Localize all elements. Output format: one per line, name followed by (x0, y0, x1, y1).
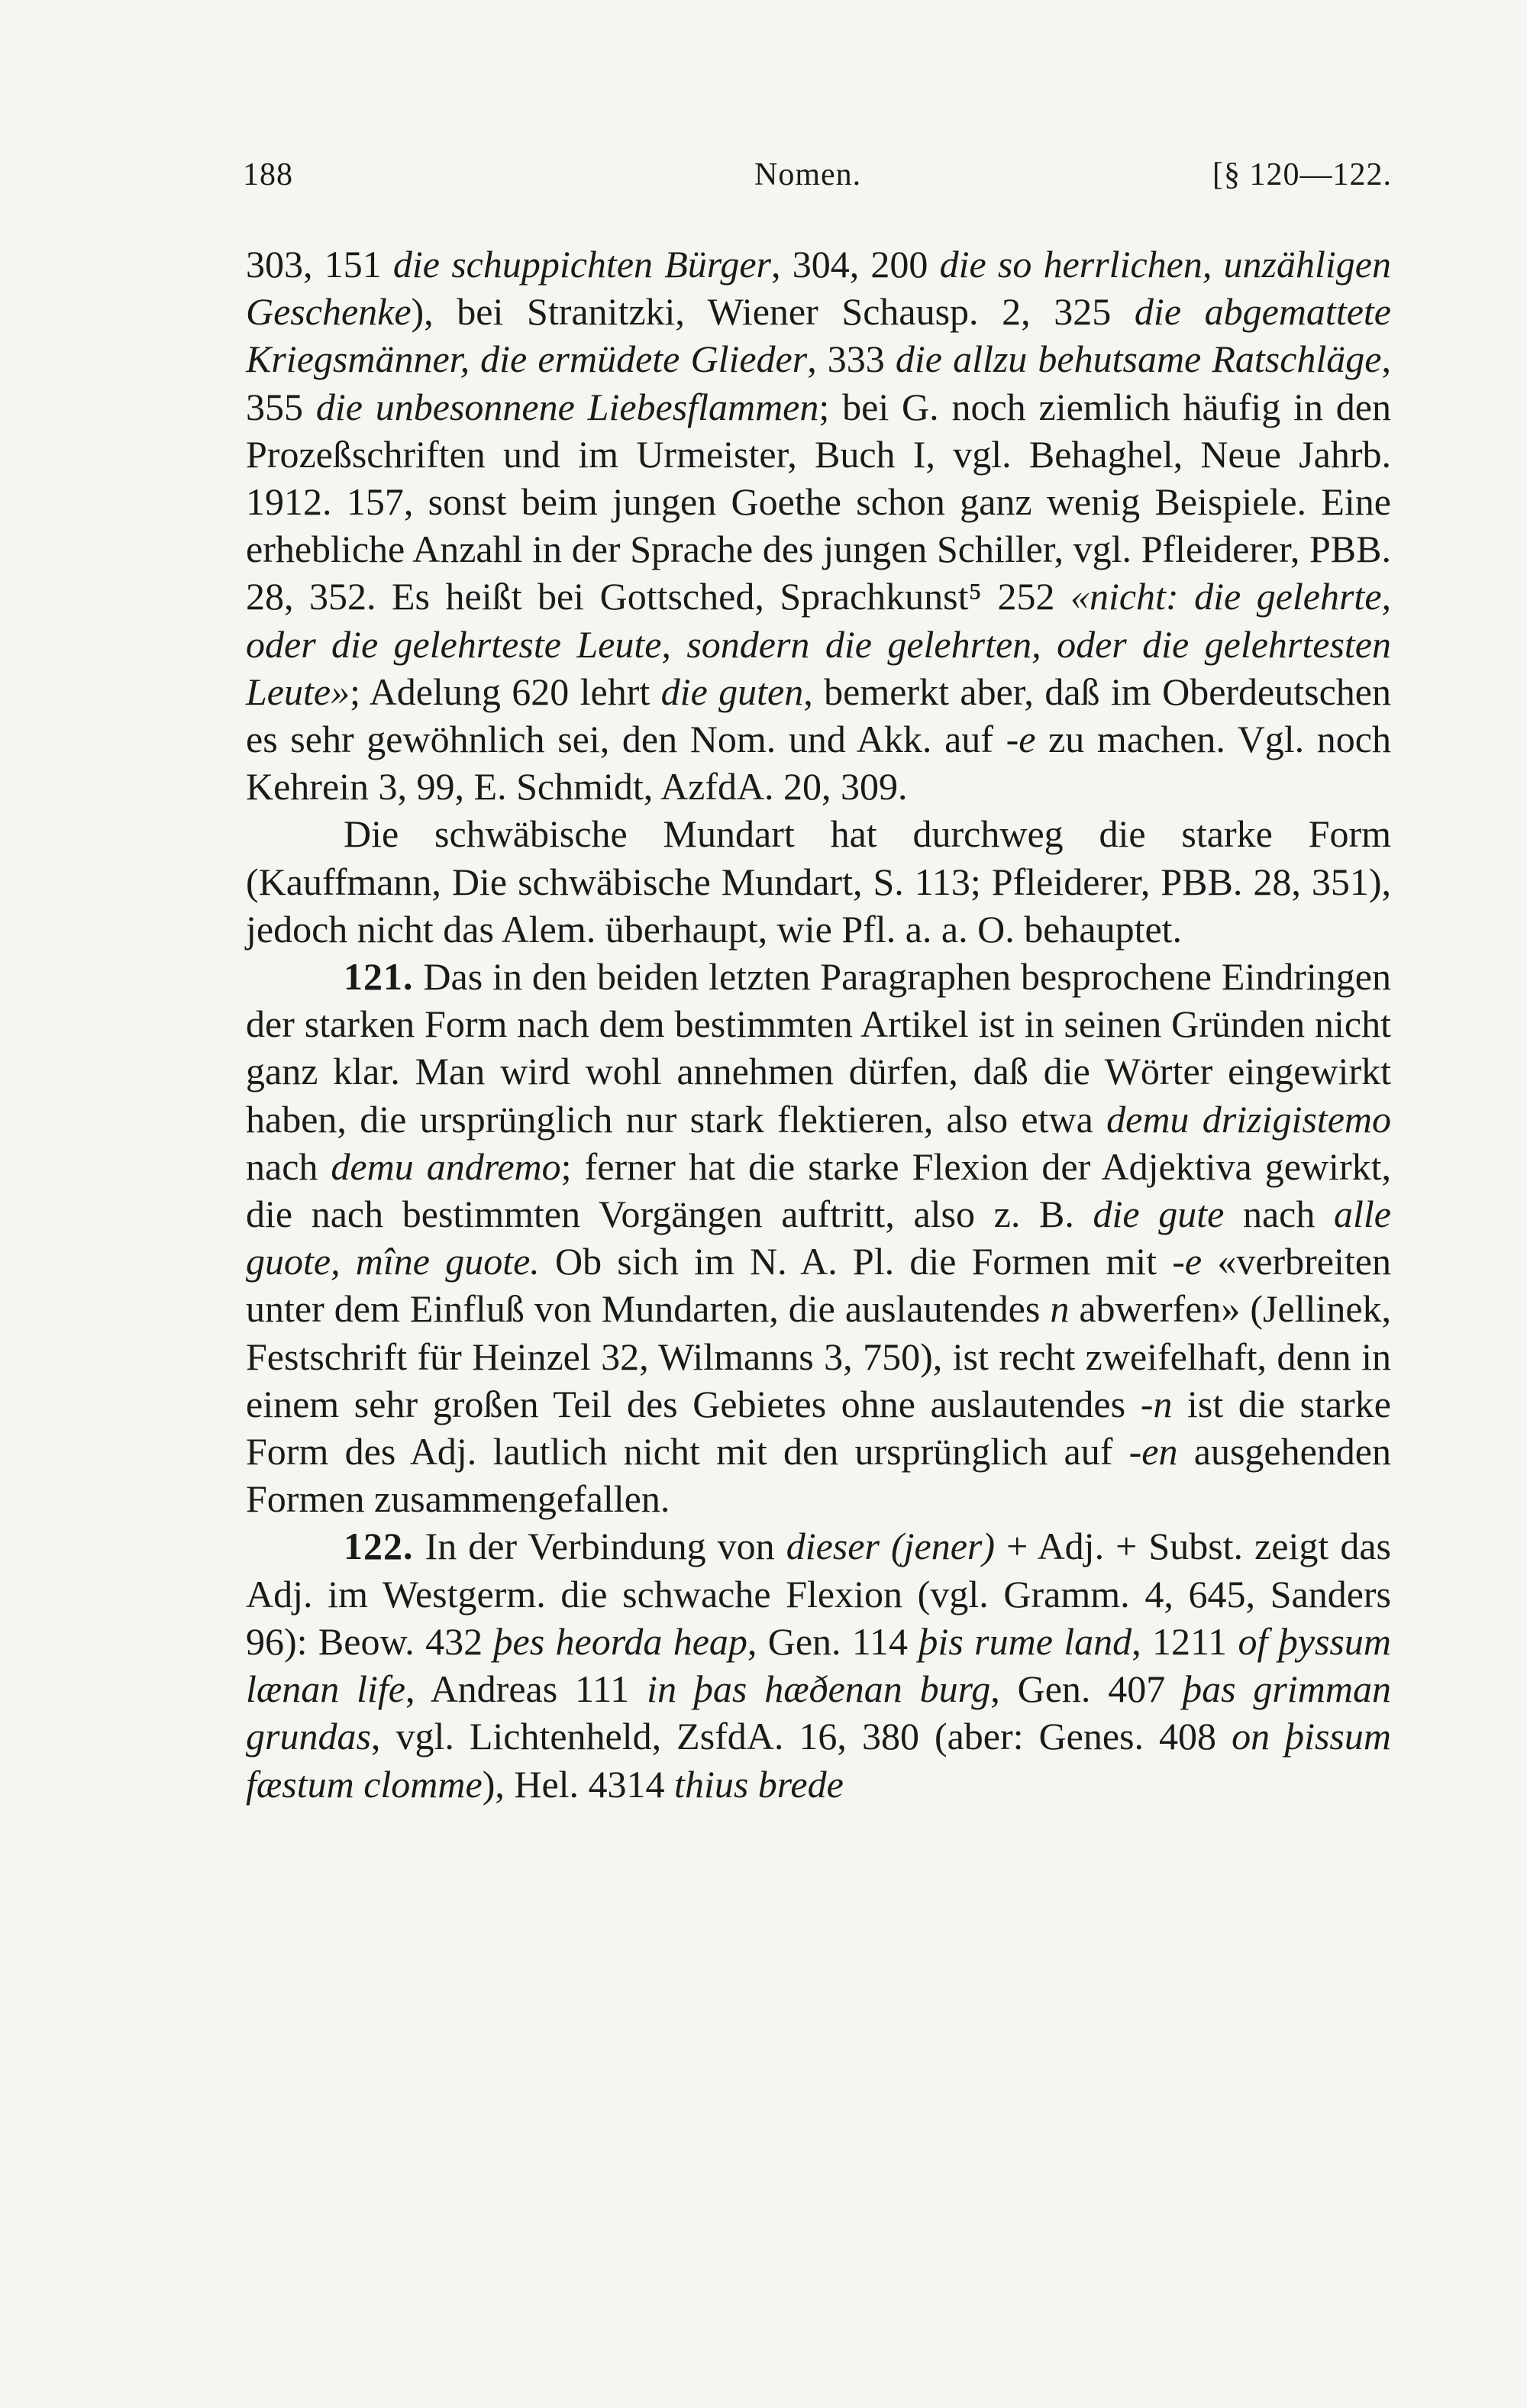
text-run: ist die starke Form des Adj. lautlich nicht mit den ursprünglich auf (246, 1382, 1391, 1474)
italic-text: þis rume land (918, 1619, 1132, 1663)
text-run: Ob sich im N. A. Pl. die Formen mit (539, 1240, 1173, 1283)
text-run: , Andreas 111 (405, 1667, 647, 1711)
text-run: ), bei Stranitzki, Wiener Schausp. 2, 325 (411, 290, 1135, 334)
italic-text: die unbesonnene Liebesflammen (315, 385, 819, 428)
italic-text: þes heorda heap (493, 1619, 747, 1663)
text-run: , 333 (807, 337, 896, 381)
paragraph (246, 1522, 1391, 1807)
italic-text: die schuppichten Bürger (392, 243, 772, 286)
text-run: Das in den beiden letzten Paragraphen besprochene Eindringen der starken Form nach dem bestimmten Artikel ist in seinen Gründen nicht ganz klar. Man wird wohl annehmen dürfen, daß die Wörter eingewirkt haben, die ursprünglich nur stark flektieren, also etwa (246, 955, 1391, 1141)
italic-text: in þas hæðenan burg (647, 1667, 991, 1711)
italic-text: alle guote, mîne guote. (246, 1193, 1391, 1283)
running-head (243, 157, 1392, 202)
text-run: + Adj. + Subst. zeigt das Adj. im Westgerm. die schwache Flexion (vgl. Gramm. 4, 645, Sanders 96): Beow. 432 (246, 1525, 1391, 1663)
text-run: , Gen. 407 (990, 1667, 1183, 1711)
italic-text: demu andremo (331, 1144, 561, 1188)
italic-text: -n (1140, 1382, 1173, 1425)
italic-text: -e (1006, 718, 1036, 761)
page-number: 188 (243, 157, 293, 192)
text-run: ; ferner hat die starke Flexion der Adjektiva gewirkt, die nach bestimmten Vorgängen auftritt, also z. B. (246, 1144, 1391, 1236)
text-run: In der Verbindung von (413, 1525, 786, 1568)
running-title: Nomen. (754, 157, 862, 192)
paragraph (246, 953, 1391, 1522)
text-run: , Gen. 114 (747, 1619, 919, 1663)
section-range: [§ 120—122. (1212, 157, 1392, 192)
body-text (246, 240, 1391, 1808)
italic-text: on þissum fæstum clomme (246, 1715, 1391, 1806)
text-run: ; bei G. noch ziemlich häufig in den Prozeßschriften und im Urmeister, Buch I, vgl. Behaghel, Neue Jahrb. 1912. 157, sonst beim jungen Goethe schon ganz wenig Beispiele. Eine erhebliche Anzahl in der Sprache des jungen Schiller, vgl. Pfleiderer, PBB. 28, 352. Es heißt bei Gottsched, Sprachkunst⁵ 252 (246, 385, 1392, 618)
italic-text: -en (1128, 1430, 1178, 1474)
italic-text: dieser (jener) (786, 1525, 995, 1568)
italic-text: n (1050, 1287, 1070, 1331)
text-run: , 1211 (1132, 1619, 1238, 1663)
text-run: ), Hel. 4314 (482, 1762, 675, 1806)
italic-text: die so herrlichen, unzähligen Geschenke (246, 243, 1391, 334)
text-run: nach (246, 1144, 331, 1188)
italic-text: -e (1172, 1240, 1203, 1283)
paragraph-number: 122. (344, 1525, 414, 1568)
text-run: ausgehenden Formen zusammengefallen. (246, 1430, 1391, 1521)
italic-text: þas grimman grundas (246, 1667, 1391, 1758)
italic-text: thius brede (674, 1762, 844, 1806)
text-run: 303, 151 (246, 243, 393, 286)
text-run: , 304, 200 (771, 243, 940, 286)
paragraph (246, 810, 1391, 953)
italic-text: die guten (660, 670, 804, 713)
text-run: , bemerkt aber, daß im Oberdeutschen es sehr gewöhnlich sei, den Nom. und Akk. auf (246, 670, 1391, 761)
italic-text: of þyssum lænan life (246, 1619, 1392, 1711)
text-run: abwerfen» (Jellinek, Festschrift für Heinzel 32, Wilmanns 3, 750), ist recht zweifelhaft, denn in einem sehr großen Teil des Gebietes ohne auslautendes (246, 1287, 1392, 1425)
text-run: «verbreiten unter dem Einfluß von Mundarten, die auslautendes (246, 1240, 1391, 1331)
italic-text: «nicht: die gelehrte, oder die gelehrteste Leute, sondern die gelehrten, oder die gelehrtesten Leute» (246, 575, 1392, 713)
paragraph (246, 240, 1391, 810)
text-run: Die schwäbische Mundart hat durchweg die starke Form (Kauffmann, Die schwäbische Mundart, S. 113; Pfleiderer, PBB. 28, 351), jedoch nicht das Alem. überhaupt, wie Pfl. a. a. O. behauptet. (246, 812, 1391, 951)
italic-text: die allzu behutsame Ratschläge (895, 337, 1382, 381)
text-run: , vgl. Lichtenheld, ZsfdA. 16, 380 (aber: Genes. 408 (370, 1715, 1232, 1758)
text-run: ; Adelung 620 lehrt (350, 670, 661, 713)
text-run: , 355 (246, 337, 1392, 428)
italic-text: die gute (1093, 1193, 1225, 1236)
italic-text: die abgemattete Kriegsmänner, die ermüdete Glieder (246, 290, 1391, 381)
text-run: nach (1224, 1193, 1335, 1236)
italic-text: demu drizigistemo (1106, 1097, 1391, 1141)
text-run: zu machen. Vgl. noch Kehrein 3, 99, E. Schmidt, AzfdA. 20, 309. (246, 718, 1392, 809)
paragraph-number: 121. (344, 955, 414, 999)
